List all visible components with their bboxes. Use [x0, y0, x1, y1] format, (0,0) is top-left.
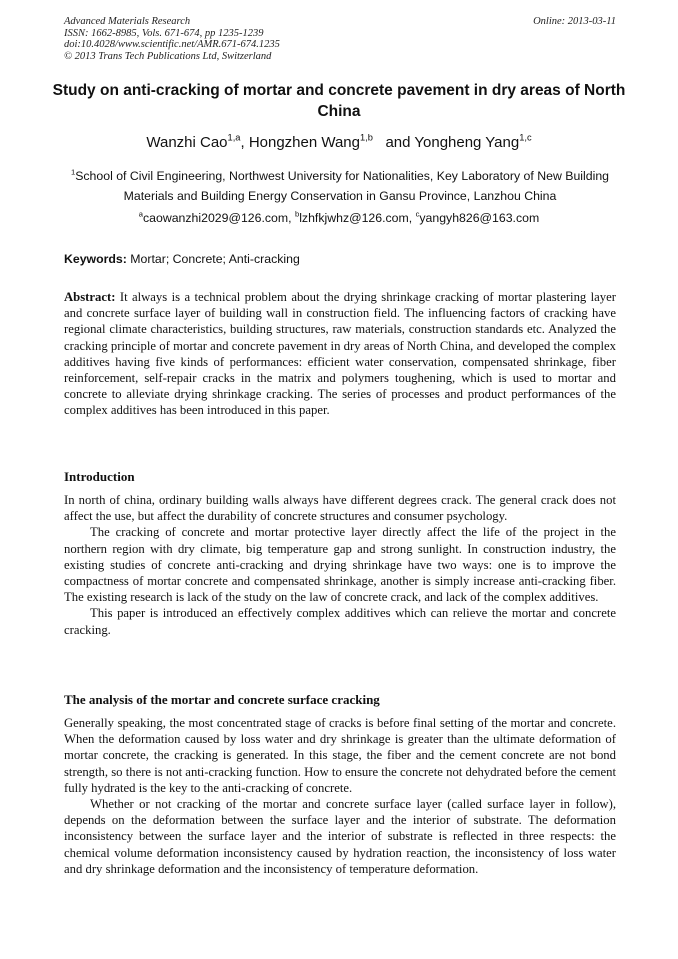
section-heading-analysis: The analysis of the mortar and concrete surface cracking: [64, 692, 380, 707]
paragraph: Whether or not cracking of the mortar and concrete surface layer (called surface layer in follow), depends on the deformation between the surface layer and the interior of substrate. The deformation inconsistency between the surface layer and the interior of substrate is reflected in three respects: the chemical volume deformation inconsistency caused by hydration reaction, the inconsistency of loss water and dry shrinkage deformation and the inconsistency of temperature deformation.: [64, 797, 616, 876]
copyright-line: © 2013 Trans Tech Publications Ltd, Switzerland: [64, 50, 272, 62]
affiliation-superscript: 1: [70, 167, 76, 177]
email-superscript: b: [294, 209, 300, 219]
paragraph: This paper is introduced an effectively complex additives which can relieve the mortar and concrete cracking.: [64, 606, 616, 637]
email-address: lzhfkjwhz@126.com: [299, 211, 409, 225]
paragraph: The cracking of concrete and mortar protective layer directly affect the life of the project in the northern region with dry climate, big temperature gap and strong sunlight. In construction industry, the existing studies of concrete anti-cracking and drying shrinkage have two ways: one is to improve the compactness of mortar concrete and compensated shrinkage, another is simply increase anti-cracking fiber. The existing research is lack of the study on the law of concrete crack, and lack of the complex additives.: [64, 525, 616, 605]
issn-line: ISSN: 1662-8985, Vols. 671-674, pp 1235-1239: [64, 27, 264, 39]
email-address: yangyh826@163.com: [419, 211, 540, 225]
affiliation-text: School of Civil Engineering, Northwest University for Nationalities, Key Laboratory of New Building Materials and Building Energy Conservation in Gansu Province, Lanzhou China: [75, 169, 610, 203]
keywords: [64, 251, 616, 267]
email-superscript: c: [415, 209, 420, 219]
paragraph: Generally speaking, the most concentrated stage of cracks is before final setting of the mortar and concrete. When the deformation caused by loss water and dry shrinkage is greater than the ultimate deformation of mortar concrete, the cracking is generated. In this stage, the fiber and the cement concrete are not bond strength, so there is not anti-cracking function. How to ensure the concrete not dehydrated before the cement fully hydrated is the key to the anti-cracking of concrete.: [64, 716, 616, 795]
doi-line: doi:10.4028/www.scientific.net/AMR.671-674.1235: [64, 39, 280, 50]
journal-name: Advanced Materials Research: [64, 16, 191, 27]
online-date: Online: 2013-03-11: [533, 16, 616, 27]
author-superscript: 1,c: [519, 132, 532, 143]
email-superscript: a: [138, 209, 144, 219]
author-superscript: 1,b: [360, 132, 373, 143]
affiliation: [60, 166, 620, 206]
author-name: Yongheng Yang: [414, 134, 520, 151]
introduction-section: [64, 492, 616, 638]
keywords-text: Mortar; Concrete; Anti-cracking: [130, 252, 300, 266]
email-list: $^a$caowanzhi2029@126.com, $^b$lzhfkjwhz@126.com, $^c$yangyh826@163.com: [138, 209, 540, 225]
author-name: Hongzhen Wang: [248, 134, 360, 151]
author-name: Wanzhi Cao: [146, 134, 228, 151]
email-address: caowanzhi2029@126.com: [143, 211, 289, 225]
abstract: [64, 289, 616, 419]
abstract-text: It always is a technical problem about the drying shrinkage cracking of mortar plastering layer and concrete surface layer of building wall in construction field. The influencing factors of cracking have regional climate characteristics, building structures, raw materials, construction standards etc. Analyzed the cracking principle of mortar and concrete pavement in dry areas of North China, and developed the complex additives having five kinds of performances: efficient water conservation, compensated shrinkage, fiber reinforcement, self-repair cracks in the matrix and polymers toughening, which is used to mortar and concrete to alleviate drying shrinkage cracking. The series of processes and product performances of the complex additives has been introduced in this paper.: [64, 290, 617, 418]
keywords-label: Keywords:: [64, 252, 127, 266]
journal-header: [64, 16, 616, 62]
paragraph: In north of china, ordinary building walls always have different degrees crack. The general crack does not affect the use, but affect the durability of concrete structures and consumer psychology.: [64, 493, 616, 524]
author-superscript: 1,a: [227, 132, 241, 143]
section-heading-introduction: Introduction: [64, 469, 135, 484]
abstract-label: Abstract:: [64, 290, 116, 304]
analysis-section: [64, 715, 616, 877]
paper-title: Study on anti-cracking of mortar and concrete pavement in dry areas of North China: [52, 82, 626, 120]
author-list: Wanzhi Cao$^{1,a}$, Hongzhen Wang$^{1,b}$ and Yongheng Yang$^{1,c}$: [146, 132, 532, 151]
